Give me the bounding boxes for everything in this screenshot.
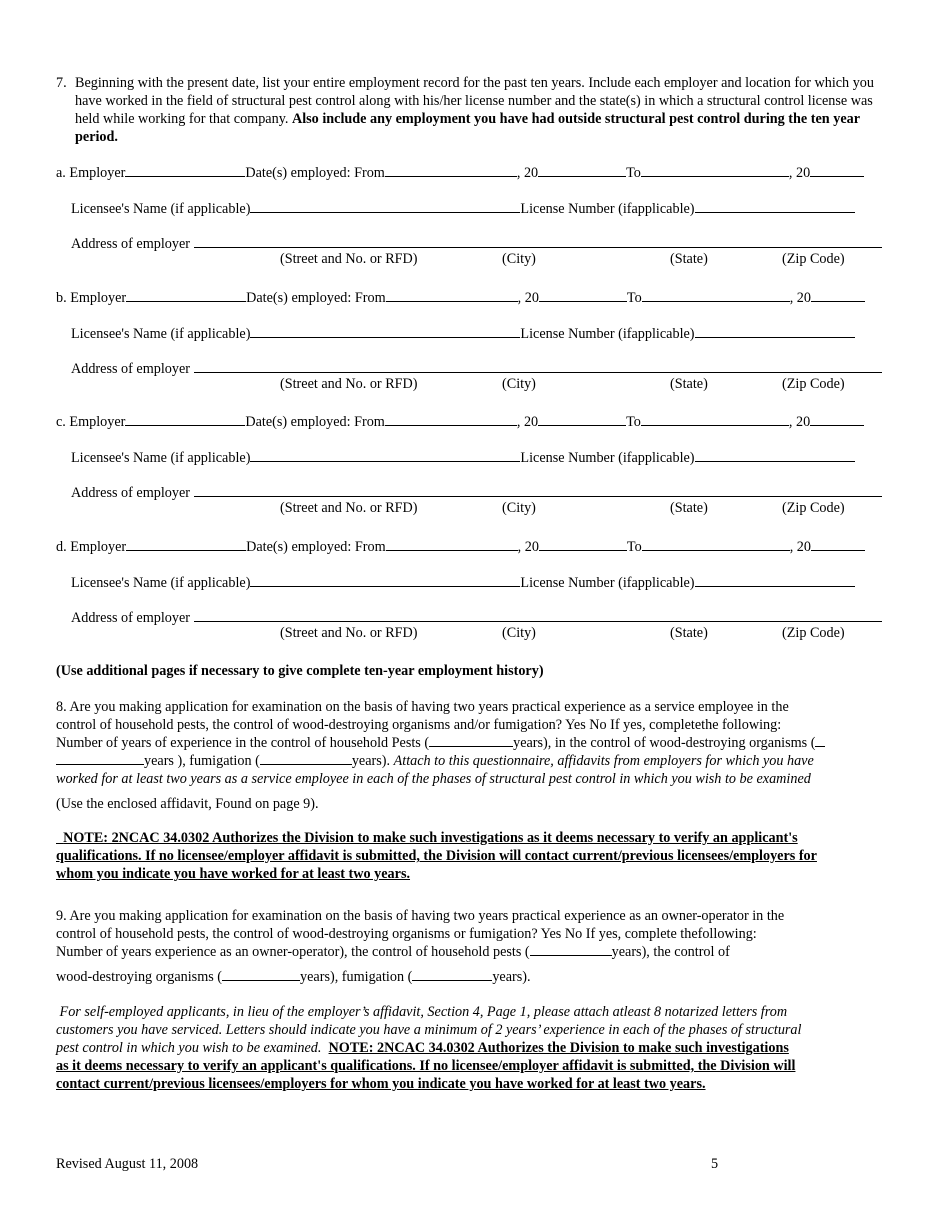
note-1-line-3: whom you indicate you have worked for at least two years.	[56, 866, 411, 882]
employer-name-field[interactable]	[125, 162, 245, 177]
employer-letter: a.	[56, 165, 66, 181]
dates-from-label: Date(s) employed: From	[245, 165, 385, 181]
address-label: Address of employer	[71, 610, 190, 626]
state-caption: (State)	[670, 251, 708, 267]
self-employed-line-4: as it deems necessary to verify an applicant's qualifications. If no licensee/employer affidavit is submitted, the Division will	[56, 1058, 796, 1074]
revised-date: Revised August 11, 2008	[56, 1156, 199, 1172]
self-employed-line-3: pest control in which you wish to be examined. NOTE: 2NCAC 34.0302 Authorizes the Division to make such investigations	[56, 1040, 789, 1056]
city-caption: (City)	[502, 625, 536, 641]
license-number-field[interactable]	[695, 447, 855, 462]
question-7-bold-text: Also include any employment you have had outside structural pest control during the ten year period.	[75, 111, 860, 145]
employer-label: Employer	[70, 539, 127, 555]
employer-label: Employer	[69, 414, 126, 430]
employer-row: d. Employer Date(s) employed: From , 20 To , 20	[56, 536, 865, 556]
note-2ncac-1	[56, 829, 886, 883]
street-caption: (Street and No. or RFD)	[280, 500, 418, 516]
employer-letter: b.	[56, 290, 67, 306]
license-number-label: License Number (ifapplicable)	[520, 450, 695, 466]
date-from-field[interactable]	[385, 411, 517, 426]
self-employed-line-5: contact current/previous licensees/employers for whom you indicate you have worked for at least two years.	[56, 1076, 706, 1092]
date-from-year-field[interactable]	[539, 536, 627, 551]
page-number: 5	[711, 1156, 719, 1172]
zip-caption: (Zip Code)	[782, 251, 845, 267]
address-label: Address of employer	[71, 361, 190, 377]
question-7-number: 7.	[56, 75, 67, 91]
household-pests-years-field[interactable]	[429, 734, 513, 747]
employer-row: c. Employer Date(s) employed: From , 20 To , 20	[56, 411, 864, 431]
address-row	[71, 607, 882, 627]
additional-pages-note: (Use additional pages if necessary to give complete ten-year employment history)	[56, 663, 544, 679]
employer-letter: d.	[56, 539, 67, 555]
question-7	[56, 74, 876, 146]
dates-from-label: Date(s) employed: From	[246, 290, 386, 306]
state-caption: (State)	[670, 625, 708, 641]
address-label: Address of employer	[71, 236, 190, 252]
date-from-year-field[interactable]	[539, 287, 627, 302]
employer-label: Employer	[70, 290, 127, 306]
to-label: To	[626, 165, 641, 181]
street-caption: (Street and No. or RFD)	[280, 625, 418, 641]
address-row	[71, 233, 882, 253]
employer-row: a. Employer Date(s) employed: From , 20 To , 20	[56, 162, 864, 182]
dates-from-label: Date(s) employed: From	[246, 539, 386, 555]
licensee-label: Licensee's Name (if applicable)	[71, 575, 251, 591]
license-number-field[interactable]	[695, 323, 855, 338]
date-to-field[interactable]	[642, 536, 790, 551]
date-to-year-field[interactable]	[810, 162, 864, 177]
date-to-year-field[interactable]	[810, 411, 864, 426]
self-employed-line-1: For self-employed applicants, in lieu of the employer’s affidavit, Section 4, Page 1, please attach atleast 8 notarized letters from	[59, 1004, 788, 1020]
address-row	[71, 482, 882, 502]
owner-fumigation-years-field[interactable]	[412, 968, 492, 981]
q8-line-2: control of household pests, the control of wood-destroying organisms and/or fumigation? Yes No If yes, completethe following:	[56, 717, 782, 733]
address-field[interactable]	[194, 607, 882, 622]
address-row	[71, 358, 882, 378]
note-1-line-1: NOTE: 2NCAC 34.0302 Authorizes the Division to make such investigations as it deems necessary to verify an applicant's	[63, 830, 798, 846]
licensee-row	[71, 323, 855, 343]
city-caption: (City)	[502, 500, 536, 516]
date-to-field[interactable]	[642, 287, 790, 302]
employer-label: Employer	[69, 165, 126, 181]
date-to-field[interactable]	[641, 411, 789, 426]
street-caption: (Street and No. or RFD)	[280, 251, 418, 267]
state-caption: (State)	[670, 500, 708, 516]
licensee-label: Licensee's Name (if applicable)	[71, 201, 251, 217]
license-number-label: License Number (ifapplicable)	[520, 326, 695, 342]
self-employed-note	[56, 1003, 886, 1093]
licensee-label: Licensee's Name (if applicable)	[71, 326, 251, 342]
licensee-row	[71, 447, 855, 467]
to-label: To	[626, 290, 642, 306]
owner-wood-destroying-years-field[interactable]	[222, 968, 300, 981]
question-7-text: Beginning with the present date, list your entire employment record for the past ten years. Include each employer and location for which you have worked in the field of structural pest control along with his/her license number and the state(s) in which a structural control license was held while working for that company.	[75, 75, 874, 127]
question-9	[56, 907, 886, 961]
street-caption: (Street and No. or RFD)	[280, 376, 418, 392]
address-field[interactable]	[194, 358, 882, 373]
address-label: Address of employer	[71, 485, 190, 501]
licensee-name-field[interactable]	[250, 572, 520, 587]
zip-caption: (Zip Code)	[782, 376, 845, 392]
q8-line-1: 8. Are you making application for examination on the basis of having two years practical experience as a service employee in the	[56, 699, 789, 715]
employer-name-field[interactable]	[126, 536, 246, 551]
address-field[interactable]	[194, 233, 882, 248]
employer-row: b. Employer Date(s) employed: From , 20 To , 20	[56, 287, 865, 307]
licensee-name-field[interactable]	[250, 198, 520, 213]
question-8	[56, 698, 886, 788]
fumigation-years-field[interactable]	[260, 752, 352, 765]
zip-caption: (Zip Code)	[782, 625, 845, 641]
q8-line-4: years ), fumigation ( years). Attach to this questionnaire, affidavits from employers for which you have	[56, 752, 886, 770]
licensee-name-field[interactable]	[250, 447, 520, 462]
licensee-name-field[interactable]	[250, 323, 520, 338]
city-caption: (City)	[502, 376, 536, 392]
date-to-field[interactable]	[641, 162, 789, 177]
license-number-field[interactable]	[695, 198, 855, 213]
license-number-field[interactable]	[695, 572, 855, 587]
date-from-field[interactable]	[386, 287, 518, 302]
to-label: To	[626, 414, 641, 430]
licensee-row	[71, 198, 855, 218]
state-caption: (State)	[670, 376, 708, 392]
licensee-label: Licensee's Name (if applicable)	[71, 450, 251, 466]
dates-from-label: Date(s) employed: From	[245, 414, 385, 430]
to-label: To	[626, 539, 642, 555]
wood-destroying-years-field[interactable]	[815, 734, 825, 747]
employer-letter: c.	[56, 414, 66, 430]
license-number-label: License Number (ifapplicable)	[520, 201, 695, 217]
q9-line-2: control of household pests, the control of wood-destroying organisms or fumigation? Yes No If yes, complete thefollowing:	[56, 926, 757, 942]
date-from-year-field[interactable]	[538, 162, 626, 177]
wood-destroying-years-field-continued[interactable]	[56, 752, 144, 765]
date-from-field[interactable]	[385, 162, 517, 177]
note-1-line-2: qualifications. If no licensee/employer affidavit is submitted, the Division will contact current/previous licensees/employers for	[56, 848, 817, 864]
address-field[interactable]	[194, 482, 882, 497]
licensee-row	[71, 572, 855, 592]
owner-household-pests-years-field[interactable]	[530, 943, 612, 956]
date-from-year-field[interactable]	[538, 411, 626, 426]
date-from-field[interactable]	[386, 536, 518, 551]
date-to-year-field[interactable]	[811, 287, 865, 302]
q9-line-1: 9. Are you making application for examination on the basis of having two years practical experience as an owner-operator in the	[56, 908, 785, 924]
employer-name-field[interactable]	[125, 411, 245, 426]
date-to-year-field[interactable]	[811, 536, 865, 551]
q8-line-5: worked for at least two years as a service employee in each of the phases of structural pest control in which you wish to be examined	[56, 771, 811, 787]
q8-line-3: Number of years of experience in the control of household Pests ( years), in the control of wood-destroying organisms (	[56, 734, 886, 752]
enclosed-affidavit-note: (Use the enclosed affidavit, Found on page 9).	[56, 796, 319, 812]
employer-name-field[interactable]	[126, 287, 246, 302]
self-employed-line-2: customers you have serviced. Letters should indicate you have a minimum of 2 years’ experience in each of the phases of structural	[56, 1022, 802, 1038]
q9-line-4: wood-destroying organisms ( years), fumigation ( years).	[56, 969, 531, 985]
city-caption: (City)	[502, 251, 536, 267]
q9-line-3: Number of years experience as an owner-operator), the control of household pests ( years), the control of	[56, 944, 730, 960]
zip-caption: (Zip Code)	[782, 500, 845, 516]
license-number-label: License Number (ifapplicable)	[520, 575, 695, 591]
